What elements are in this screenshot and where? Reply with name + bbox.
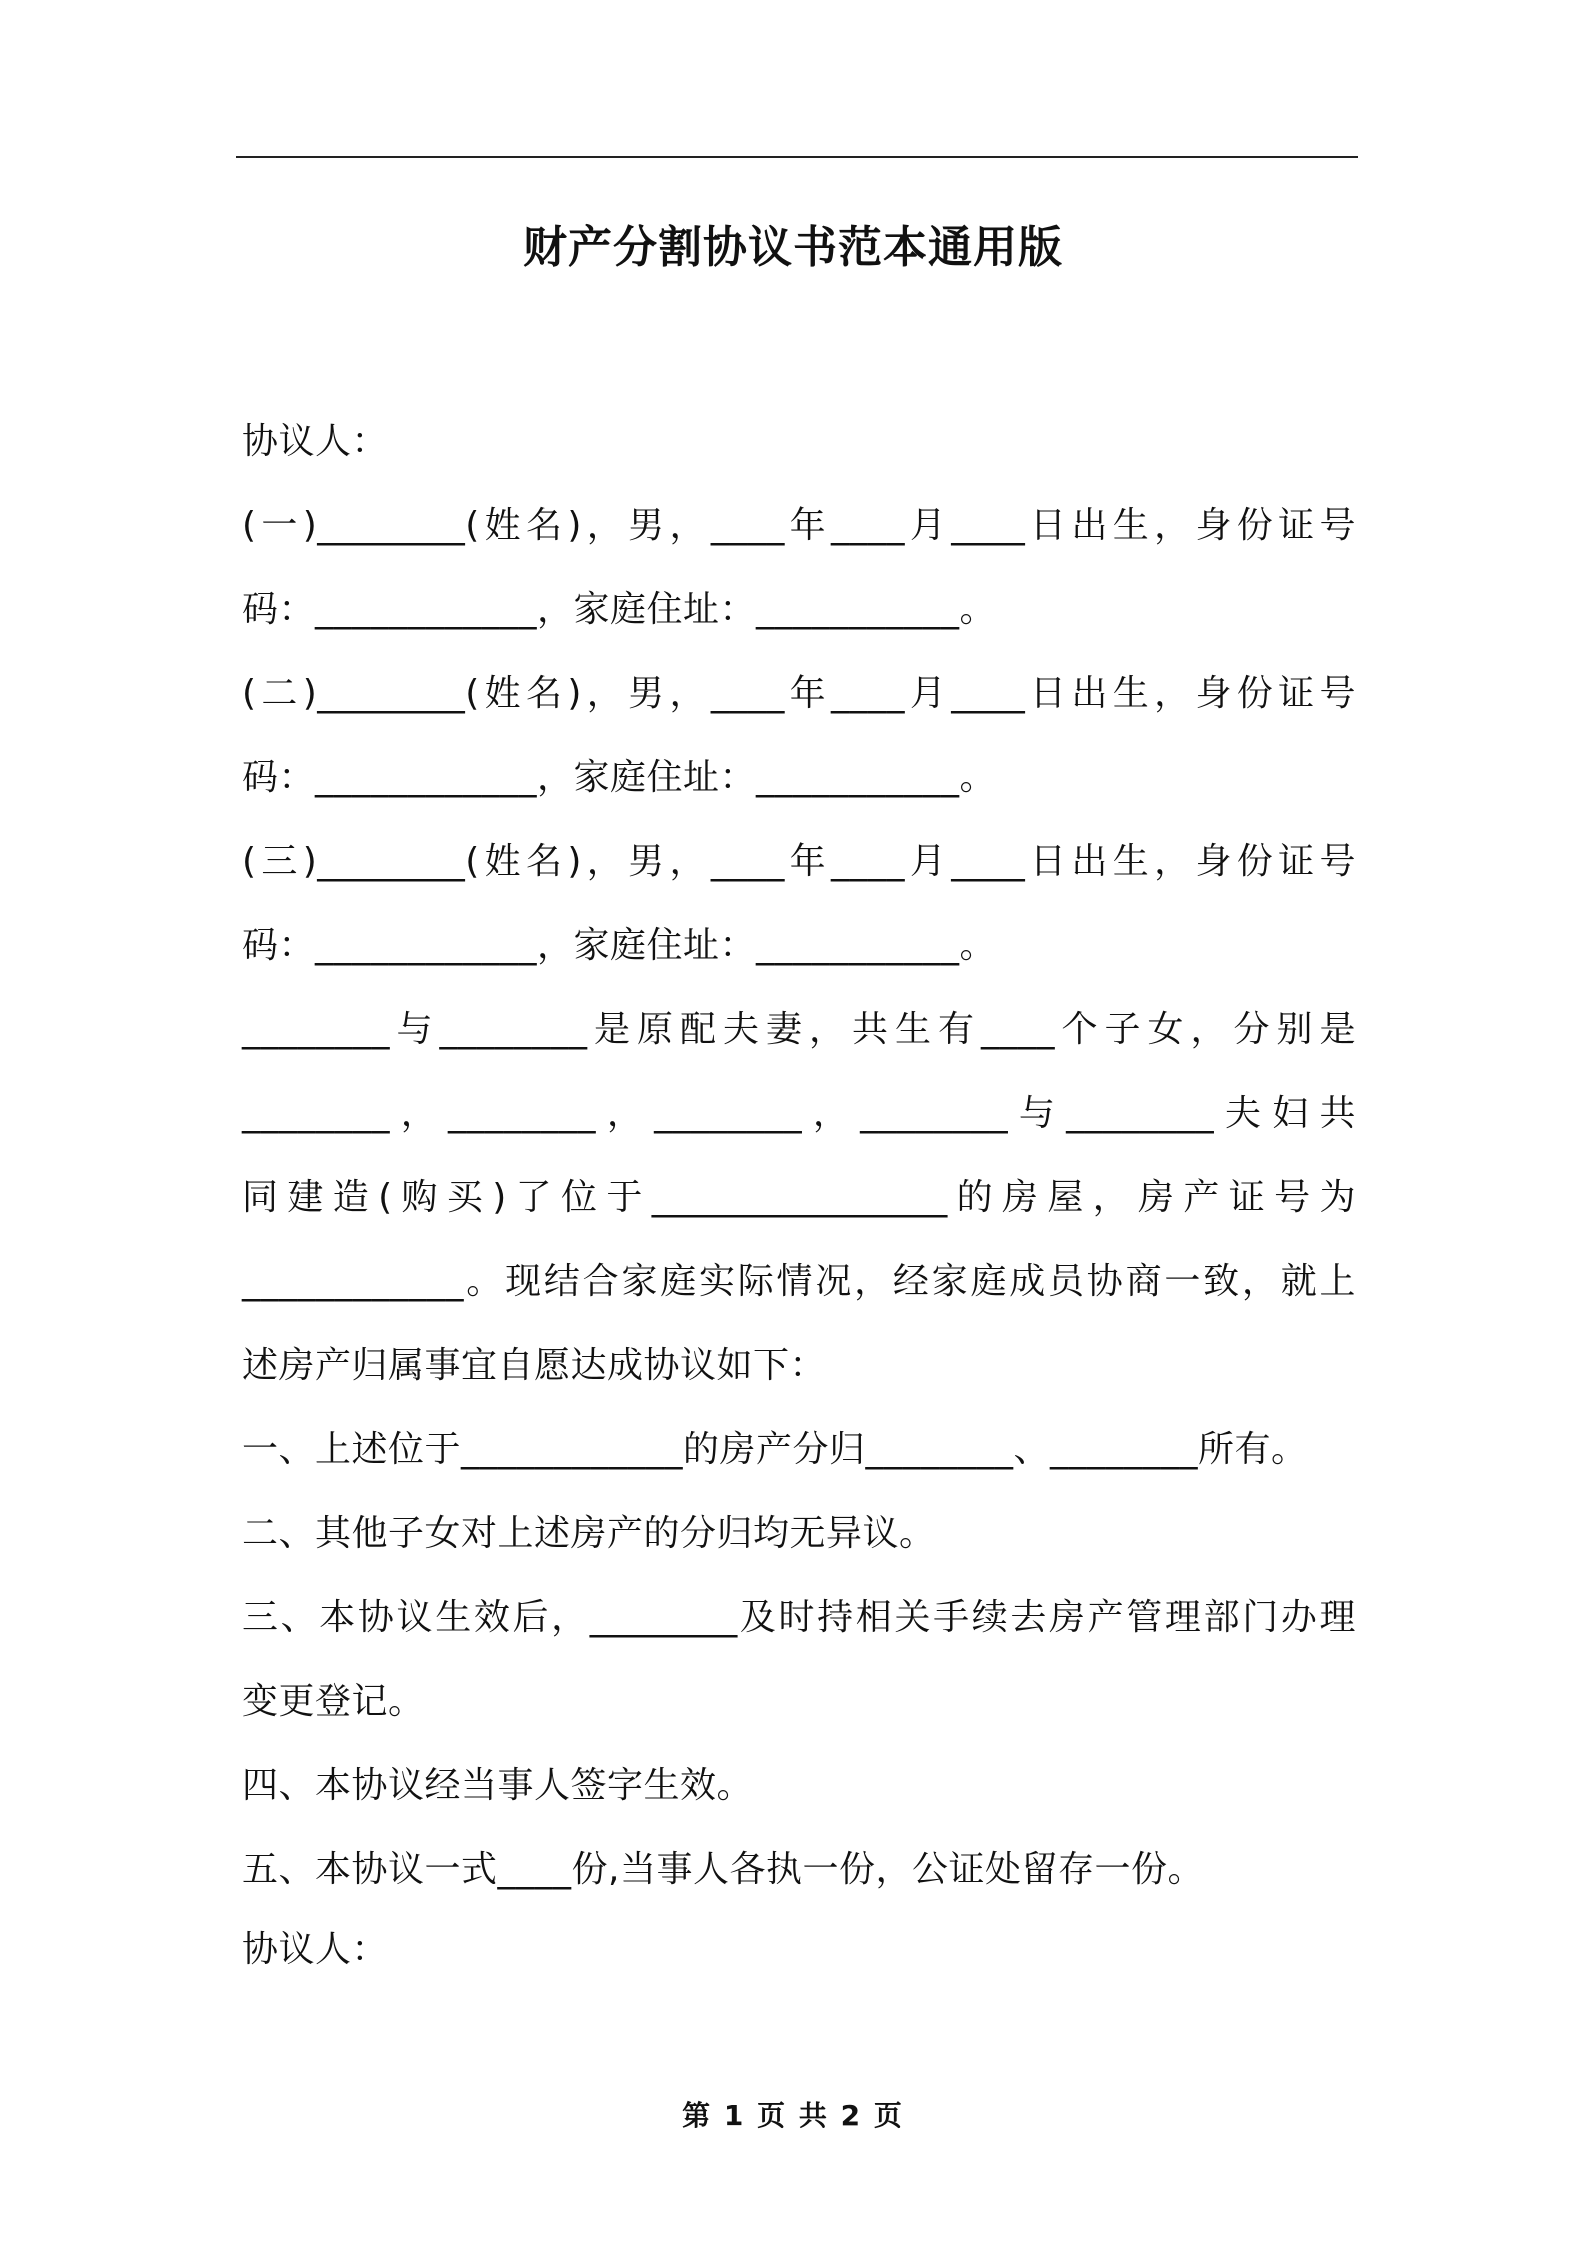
background-line-4: ____________。现结合家庭实际情况，经家庭成员协商一致，就上 xyxy=(242,1261,1356,1302)
closing-heading-paragraph xyxy=(242,1908,1356,1992)
party-entry-1 xyxy=(242,484,1356,652)
party-3-line-2: 码：____________，家庭住址：___________。 xyxy=(242,925,997,966)
party-entry-2 xyxy=(242,652,1356,820)
clause-3-line-2: 变更登记。 xyxy=(242,1681,425,1722)
clause-1 xyxy=(242,1408,1356,1492)
background-line-2: ________，________，________，________与________夫妇共 xyxy=(242,1093,1356,1134)
background-line-5: 述房产归属事宜自愿达成协议如下： xyxy=(242,1345,827,1386)
header-rule xyxy=(236,156,1358,158)
clause-5 xyxy=(242,1828,1356,1912)
party-2-line-2: 码：____________，家庭住址：___________。 xyxy=(242,757,997,798)
clause-1-line-1: 一、上述位于____________的房产分归________、________所有。 xyxy=(242,1429,1308,1470)
party-2-line-1: (二)________(姓名)，男，____年____月____日出生，身份证号 xyxy=(242,673,1356,714)
party-3-line-1: (三)________(姓名)，男，____年____月____日出生，身份证号 xyxy=(242,841,1356,882)
clause-5-line-1: 五、本协议一式____份,当事人各执一份，公证处留存一份。 xyxy=(242,1849,1204,1890)
background-line-3: 同建造(购买)了位于________________的房屋，房产证号为 xyxy=(242,1177,1356,1218)
clause-2-line-1: 二、其他子女对上述房产的分归均无异议。 xyxy=(242,1513,936,1554)
page-footer: 第 1 页 共 2 页 xyxy=(682,2099,904,2132)
party-heading: 协议人： xyxy=(242,421,389,462)
party-1-line-1: (一)________(姓名)，男，____年____月____日出生，身份证号 xyxy=(242,505,1356,546)
background-line-1: ________与________是原配夫妻，共生有____个子女，分别是 xyxy=(242,1009,1356,1050)
document-title: 财产分割协议书范本通用版 xyxy=(523,222,1063,273)
party-heading-paragraph xyxy=(242,400,1356,484)
clause-4-line-1: 四、本协议经当事人签字生效。 xyxy=(242,1765,754,1806)
party-entry-3 xyxy=(242,820,1356,988)
closing-heading: 协议人： xyxy=(242,1929,389,1970)
party-1-line-2: 码：____________，家庭住址：___________。 xyxy=(242,589,997,630)
clause-2 xyxy=(242,1492,1356,1576)
clause-4 xyxy=(242,1744,1356,1828)
clause-3 xyxy=(242,1576,1356,1744)
background-paragraph xyxy=(242,988,1356,1408)
clause-3-line-1: 三、本协议生效后，________及时持相关手续去房产管理部门办理 xyxy=(242,1597,1356,1638)
